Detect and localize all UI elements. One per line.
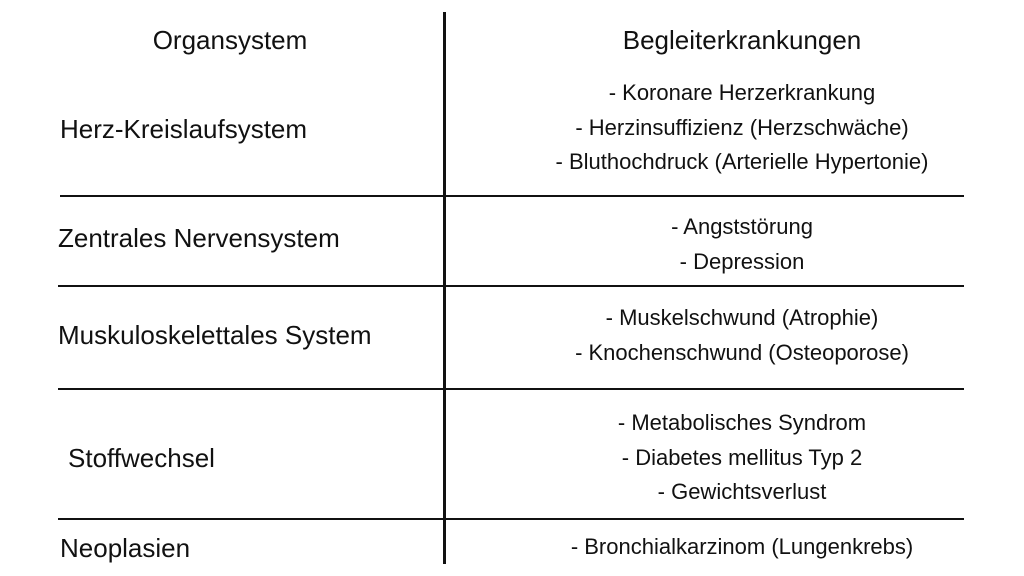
condition-item: - Koronare Herzerkrankung (608, 80, 876, 105)
row-divider (58, 388, 964, 390)
condition-item: - Gewichtsverlust (657, 479, 827, 504)
condition-item: - Bluthochdruck (Arterielle Hypertonie) (555, 149, 929, 174)
organ-cns: Zentrales Nervensystem (58, 223, 340, 253)
row-divider (58, 285, 964, 287)
condition-item: - Depression (679, 248, 805, 274)
row-divider (60, 195, 964, 197)
organ-metabolism: Stoffwechsel (68, 443, 215, 473)
condition-item: - Diabetes mellitus Typ 2 (621, 444, 863, 470)
condition-item: - Metabolisches Syndrom (617, 410, 867, 435)
conditions-cns (520, 210, 964, 279)
conditions-cardiovascular (520, 76, 964, 180)
conditions-neoplasms (520, 530, 964, 565)
condition-item: - Muskelschwund (Atrophie) (605, 305, 879, 330)
organ-neoplasms: Neoplasien (60, 533, 191, 563)
condition-item: - Herzinsuffizienz (Herzschwäche) (575, 114, 909, 140)
conditions-metabolism (520, 406, 964, 510)
header-organ-system: Organsystem (152, 25, 308, 55)
conditions-musculoskeletal (520, 301, 964, 370)
organ-musculoskeletal: Muskuloskelettales System (58, 320, 372, 350)
condition-item: - Angststörung (671, 214, 813, 239)
condition-item: - Knochenschwund (Osteoporose) (575, 339, 909, 365)
condition-item: - Bronchialkarzinom (Lungenkrebs) (570, 534, 914, 559)
header-comorbidities: Begleiterkrankungen (622, 25, 862, 55)
row-divider (58, 518, 964, 520)
organ-cardiovascular: Herz-Kreislaufsystem (60, 114, 308, 144)
column-divider (443, 12, 446, 564)
